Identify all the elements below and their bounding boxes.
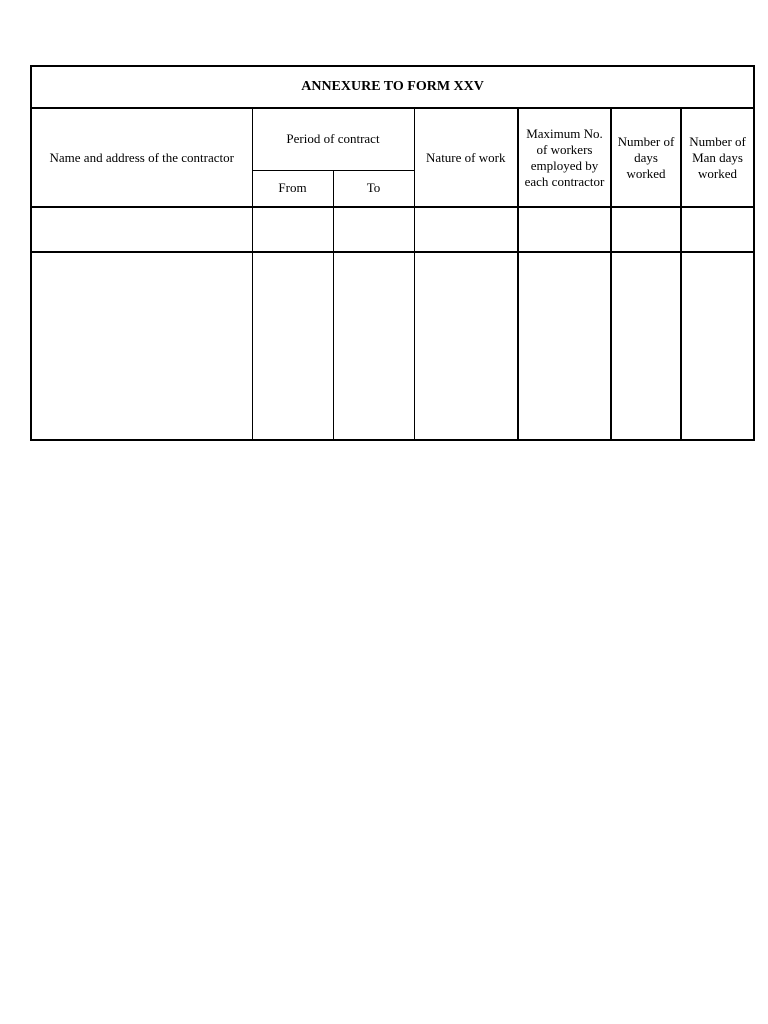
header-period-of-contract: Period of contract (252, 108, 414, 170)
cell-days-worked[interactable] (611, 207, 681, 252)
header-nature-of-work: Nature of work (414, 108, 518, 207)
cell-man-days[interactable] (681, 207, 754, 252)
cell-to[interactable] (333, 207, 414, 252)
table-row (31, 252, 754, 440)
header-max-workers-text: Maximum No. of workers employed by each contractor (524, 125, 605, 189)
cell-nature-of-work[interactable] (414, 207, 518, 252)
cell-name-address[interactable] (31, 252, 252, 440)
cell-from[interactable] (252, 252, 333, 440)
header-name-address: Name and address of the contractor (31, 108, 252, 207)
cell-man-days[interactable] (681, 252, 754, 440)
header-days-worked (611, 108, 681, 207)
table-row (31, 207, 754, 252)
header-man-days (681, 108, 754, 207)
header-max-workers (518, 108, 611, 207)
header-days-worked-text: Number of days worked (617, 133, 675, 181)
cell-days-worked[interactable] (611, 252, 681, 440)
cell-max-workers[interactable] (518, 252, 611, 440)
annexure-form-table (30, 65, 755, 441)
form-title: ANNEXURE TO FORM XXV (31, 66, 754, 108)
cell-max-workers[interactable] (518, 207, 611, 252)
header-man-days-text: Number of Man days worked (689, 133, 746, 181)
cell-nature-of-work[interactable] (414, 252, 518, 440)
cell-to[interactable] (333, 252, 414, 440)
header-from: From (252, 170, 333, 207)
header-to: To (333, 170, 414, 207)
cell-from[interactable] (252, 207, 333, 252)
cell-name-address[interactable] (31, 207, 252, 252)
